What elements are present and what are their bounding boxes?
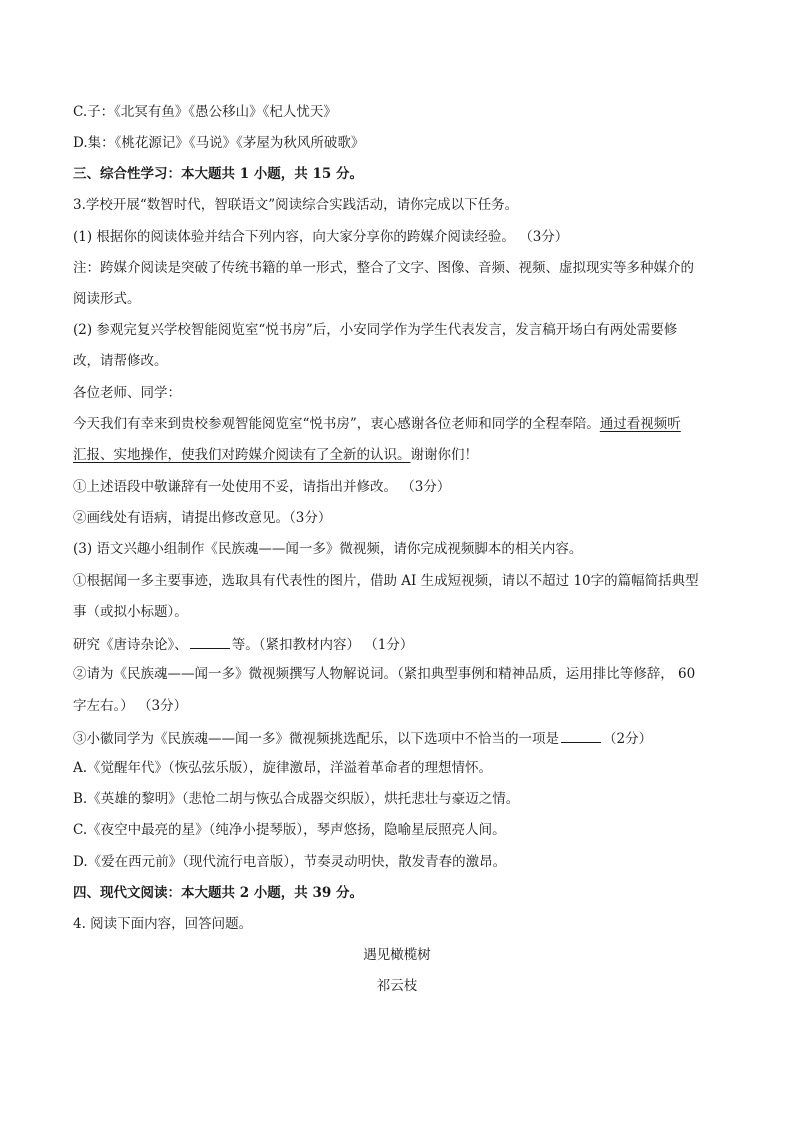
task-3-line: (3) 语文兴趣小组制作《民族魂——闻一多》微视频，请你完成视频脚本的相关内容。 xyxy=(73,541,583,557)
underlined-text-2: 汇报、实地操作，使我们对跨媒介阅读有了全新的认识。 xyxy=(73,447,411,463)
subquestion-grammar: ②画线处有语病，请提出修改意见。（3分） xyxy=(73,510,332,526)
section-4-heading: 四、现代文阅读：本大题共 2 小题，共 39 分。 xyxy=(73,885,363,901)
music-option-d: D.《爱在西元前》（现代流行电音版），节奏灵动明快，散发青春的激昂。 xyxy=(73,854,507,870)
music-question-text: ③小徽同学为《民族魂——闻一多》微视频挑选配乐，以下选项中不恰当的一项是 xyxy=(73,731,559,747)
speech-line-1 xyxy=(73,415,681,433)
answer-blank-1[interactable] xyxy=(190,634,230,649)
speech-thanks: 谢谢你们！ xyxy=(410,447,478,463)
article-title: 遇见橄榄树 xyxy=(363,947,431,963)
answer-blank-2[interactable] xyxy=(561,728,601,743)
note-line-2: 阅读形式。 xyxy=(73,291,141,307)
option-d-line: D.集：《桃花源记》《马说》《茅屋为秋风所破歌》 xyxy=(73,135,365,151)
task-2-line-1: (2) 参观完复兴学校智能阅览室“悦书房”后，小安同学作为学生代表发言，发言稿开场白有两处需要修 xyxy=(73,322,678,338)
underlined-text-1: 通过看视频听 xyxy=(599,416,681,432)
section-3-heading: 三、综合性学习：本大题共 1 小题，共 15 分。 xyxy=(73,166,363,182)
fill-blank-line xyxy=(73,634,413,654)
question-3-intro: 3.学校开展“数智时代，智联语文”阅读综合实践活动，请你完成以下任务。 xyxy=(73,197,519,213)
subquestion-narration-line-1: ②请为《民族魂——闻一多》微视频撰写人物解说词。（紧扣典型事例和精神品质，运用排比等修辞， 60 xyxy=(73,666,696,682)
option-c-line: C.子：《北冥有鱼》《愚公移山》《杞人忧天》 xyxy=(73,104,337,120)
music-option-a: A.《觉醒年代》（恢弘弦乐版），旋律激昂，洋溢着革命者的理想情怀。 xyxy=(73,760,493,776)
article-author: 祁云枝 xyxy=(376,978,418,994)
subquestion-music-line xyxy=(73,728,652,748)
task-2-line-2: 改，请帮修改。 xyxy=(73,353,168,369)
speech-line-2 xyxy=(73,446,478,464)
speech-greeting: 各位老师、同学： xyxy=(73,385,181,401)
speech-text-1: 今天我们有幸来到贵校参观智能阅览室“悦书房”，衷心感谢各位老师和同学的全程奉陪。 xyxy=(73,416,600,432)
music-question-score: （2分） xyxy=(603,731,653,747)
subquestion-deeds-line-2: 事（或拟小标题）。 xyxy=(73,604,188,620)
subquestion-deeds-line-1: ①根据闻一多主要事迹，选取具有代表性的图片，借助 AI 生成短视频，请以不超过 10字的篇幅简括典型 xyxy=(73,573,699,589)
subquestion-honorific: ①上述语段中敬谦辞有一处使用不妥，请指出并修改。 （3分） xyxy=(73,479,451,495)
note-line-1: 注：跨媒介阅读是突破了传统书籍的单一形式，整合了文字、图像、音频、视频、虚拟现实等多种媒介的 xyxy=(73,260,694,276)
subquestion-narration-line-2: 字左右。） （3分） xyxy=(73,698,188,714)
fill-blank-prefix: 研究《唐诗杂论》、 xyxy=(73,637,188,653)
music-option-c: C.《夜空中最亮的星》（纯净小提琴版），琴声悠扬，隐喻星辰照亮人间。 xyxy=(73,822,506,838)
music-option-b: B.《英雄的黎明》（悲怆二胡与恢弘合成器交织版），烘托悲壮与豪迈之情。 xyxy=(73,791,520,807)
fill-blank-suffix: 等。（紧扣教材内容） （1分） xyxy=(231,637,414,653)
question-4-intro: 4. 阅读下面内容，回答问题。 xyxy=(73,916,253,932)
task-1-line: (1) 根据你的阅读体验并结合下列内容，向大家分享你的跨媒介阅读经验。 （3分） xyxy=(73,229,569,245)
